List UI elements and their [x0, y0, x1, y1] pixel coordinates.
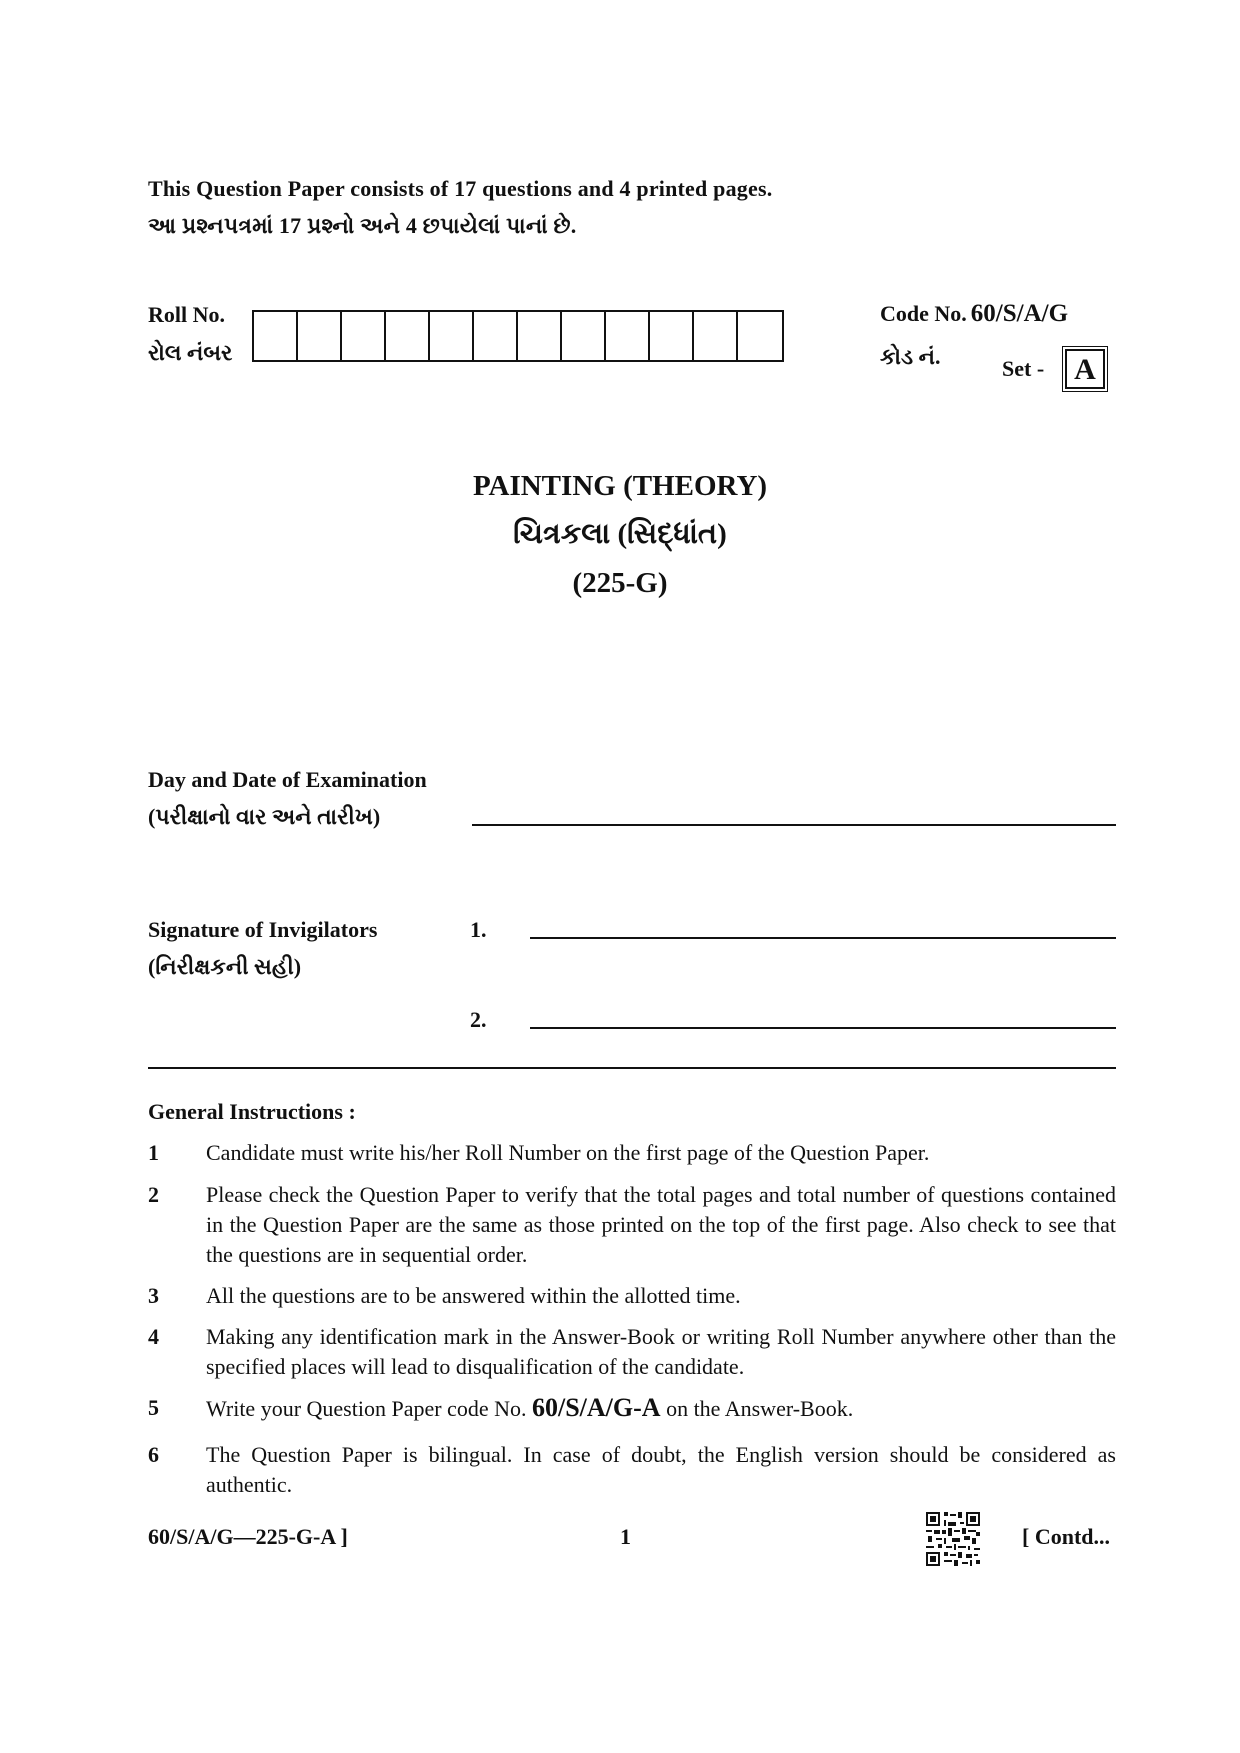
instruction-item [148, 1440, 1116, 1500]
invigilator-2-number: 2. [470, 1007, 487, 1032]
code-value: 60/S/A/G [970, 300, 1069, 327]
roll-number-boxes[interactable] [252, 310, 784, 362]
exam-date-label-en: Day and Date of Examination [148, 767, 427, 792]
qr-code-icon [926, 1512, 980, 1566]
instruction-number: 4 [148, 1324, 159, 1349]
instruction-number: 2 [148, 1182, 159, 1207]
invigilator-2-signature-line[interactable] [530, 1027, 1116, 1029]
instruction-item [148, 1393, 1116, 1424]
roll-digit-box[interactable] [518, 312, 562, 360]
instruction-text: Please check the Question Paper to verify that the total pages and total number of questions contained in the Question Paper are the same as those printed on the top of the first page. Also check to see that the questions are in sequential order. [206, 1182, 1116, 1267]
roll-digit-box[interactable] [298, 312, 342, 360]
invigilators-label-gu: (નિરીક્ષકની સહી) [148, 954, 302, 979]
roll-digit-box[interactable] [474, 312, 518, 360]
roll-digit-box[interactable] [650, 312, 694, 360]
instruction-item [148, 1180, 1116, 1270]
instruction-number: 5 [148, 1395, 159, 1420]
instruction-item [148, 1281, 1116, 1311]
instruction-text-after: on the Answer-Book. [666, 1396, 854, 1421]
answer-book-code: 60/S/A/G-A [531, 1393, 661, 1422]
instruction-number: 6 [148, 1442, 159, 1467]
invigilator-1-number: 1. [470, 917, 487, 942]
set-badge: A [1065, 349, 1105, 389]
instruction-item [148, 1138, 1116, 1168]
footer-paper-code: 60/S/A/G—225-G-A ] [148, 1524, 348, 1549]
exam-date-label-gu: (પરીક્ષાનો વાર અને તારીખ) [148, 804, 381, 829]
invigilator-1-signature-line[interactable] [530, 937, 1116, 939]
subject-title-gu: ચિત્રકલા (સિદ્ધાંત) [513, 518, 727, 550]
continued-label: [ Contd... [1022, 1524, 1111, 1549]
roll-digit-box[interactable] [430, 312, 474, 360]
roll-digit-box[interactable] [562, 312, 606, 360]
paper-consists-en: This Question Paper consists of 17 questions and 4 printed pages. [148, 176, 773, 201]
section-divider [148, 1067, 1116, 1069]
roll-label-gu: રોલ નંબર [148, 340, 233, 365]
roll-digit-box[interactable] [386, 312, 430, 360]
instruction-text-before: Write your Question Paper code No. [206, 1396, 527, 1421]
instruction-number: 3 [148, 1283, 159, 1308]
roll-digit-box[interactable] [694, 312, 738, 360]
instruction-item [148, 1322, 1116, 1382]
subject-code: (225-G) [572, 567, 668, 599]
invigilators-label-en: Signature of Invigilators [148, 917, 378, 942]
instruction-text: Candidate must write his/her Roll Number on the first page of the Question Paper. [206, 1140, 930, 1165]
roll-digit-box[interactable] [606, 312, 650, 360]
page-number: 1 [620, 1524, 631, 1549]
instruction-text: All the questions are to be answered within the allotted time. [206, 1283, 741, 1308]
code-number [880, 300, 1068, 328]
instruction-text [206, 1393, 1116, 1424]
subject-title-en: PAINTING (THEORY) [472, 470, 768, 502]
instruction-number: 1 [148, 1140, 159, 1165]
roll-digit-box[interactable] [738, 312, 782, 360]
set-label: Set - [1002, 356, 1045, 381]
roll-label-en: Roll No. [148, 302, 225, 327]
exam-date-line[interactable] [472, 824, 1116, 826]
code-label-gu: કોડ નં. [880, 344, 941, 369]
paper-consists-gu: આ પ્રશ્નપત્રમાં 17 પ્રશ્નો અને 4 છપાયેલાં પાનાં છે. [148, 213, 577, 238]
instruction-text: The Question Paper is bilingual. In case of doubt, the English version should be considered as authentic. [206, 1442, 1116, 1497]
code-label-en: Code No. [880, 301, 967, 326]
instruction-text: Making any identification mark in the Answer-Book or writing Roll Number anywhere other than the specified places will lead to disqualification of the candidate. [206, 1324, 1116, 1379]
instructions-heading: General Instructions : [148, 1099, 356, 1124]
roll-digit-box[interactable] [254, 312, 298, 360]
roll-digit-box[interactable] [342, 312, 386, 360]
